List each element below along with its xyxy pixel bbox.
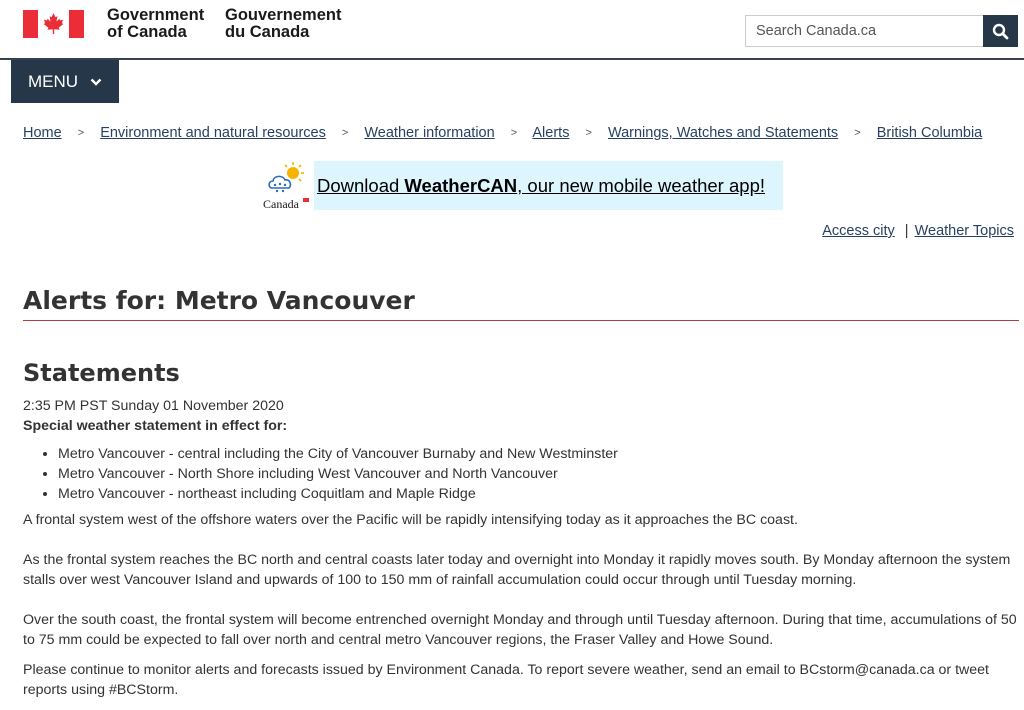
breadcrumb-weather-information[interactable]: Weather information xyxy=(364,125,495,141)
top-links xyxy=(822,223,1014,239)
breadcrumb-separator: > xyxy=(510,127,518,139)
promo-app-name: WeatherCAN xyxy=(404,175,518,196)
promo-suffix: , our new mobile weather app! xyxy=(517,175,765,196)
search-input[interactable] xyxy=(745,15,983,47)
statement-paragraph: Please continue to monitor alerts and forecasts issued by Environment Canada. To report severe weather, send an email to BCstorm@canada.ca or tweet reports using #BCStorm. xyxy=(23,662,990,698)
list-item: • Metro Vancouver - northeast including Coquitlam and Maple Ridge xyxy=(58,484,1023,504)
access-city-link[interactable]: Access city xyxy=(822,223,895,239)
breadcrumb-home[interactable]: Home xyxy=(23,125,62,141)
logo-wordmark: Canada xyxy=(263,197,299,211)
toplinks-divider: | xyxy=(904,223,909,239)
promo-prefix: Download xyxy=(317,175,405,196)
search-form xyxy=(745,15,1018,47)
weathercan-download-link[interactable] xyxy=(317,175,765,196)
breadcrumb-warnings[interactable]: Warnings, Watches and Statements xyxy=(607,125,839,141)
breadcrumb-separator: > xyxy=(585,127,592,139)
weather-topics-link[interactable]: Weather Topics xyxy=(914,223,1014,239)
search-button[interactable] xyxy=(983,15,1018,47)
statement-heading: Special weather statement in effect for: xyxy=(23,418,288,434)
issued-timestamp: 2:35 PM PST Sunday 01 November 2020 xyxy=(23,398,284,414)
statement-content xyxy=(23,396,1023,700)
breadcrumb-separator: > xyxy=(77,127,85,139)
site-header xyxy=(0,0,1024,60)
breadcrumb-british-columbia[interactable]: British Columbia xyxy=(876,125,983,141)
canada-flag-icon[interactable] xyxy=(23,10,84,38)
breadcrumb-separator: > xyxy=(341,127,349,139)
signature-french[interactable]: Gouvernement du Canada xyxy=(225,6,342,41)
statement-paragraph: As the frontal system reaches the BC north and central coasts later today and overnight into Monday it rapidly moves south. By Monday afternoon the system stalls over west Vancouver Island and upwards of 100 to 150 mm of rainfall accumulation could occur through until Tuesday morning. xyxy=(23,552,1011,588)
breadcrumb-environment[interactable]: Environment and natural resources xyxy=(100,125,326,141)
signature-english[interactable]: Government of Canada xyxy=(107,6,205,41)
statement-paragraph: A frontal system west of the offshore waters over the Pacific will be rapidly intensifying today as it approaches the BC coast. xyxy=(23,512,798,528)
list-item: • Metro Vancouver - North Shore including West Vancouver and North Vancouver xyxy=(58,464,1023,484)
chevron-down-icon xyxy=(90,78,102,86)
promo-banner xyxy=(314,161,783,210)
menu-button[interactable] xyxy=(11,60,119,103)
breadcrumb xyxy=(23,125,982,141)
breadcrumb-alerts[interactable]: Alerts xyxy=(532,125,570,141)
breadcrumb-separator: > xyxy=(854,127,861,139)
search-icon xyxy=(992,23,1009,40)
menu-label: MENU xyxy=(28,71,79,91)
list-item: • Metro Vancouver - central including the City of Vancouver Burnaby and New Westminster xyxy=(58,444,1023,464)
region-list xyxy=(23,444,1023,504)
page-title: Alerts for: Metro Vancouver xyxy=(23,286,1019,321)
weathercan-logo-icon[interactable] xyxy=(260,160,312,212)
section-title: Statements xyxy=(23,359,180,387)
statement-paragraph: Over the south coast, the frontal system will become entrenched overnight Monday and through until Tuesday afternoon. During that time, accumulations of 50 to 75 mm could be expected to fall over north and central metro Vancouver regions, the Fraser Valley and Howe Sound. xyxy=(23,612,1017,648)
